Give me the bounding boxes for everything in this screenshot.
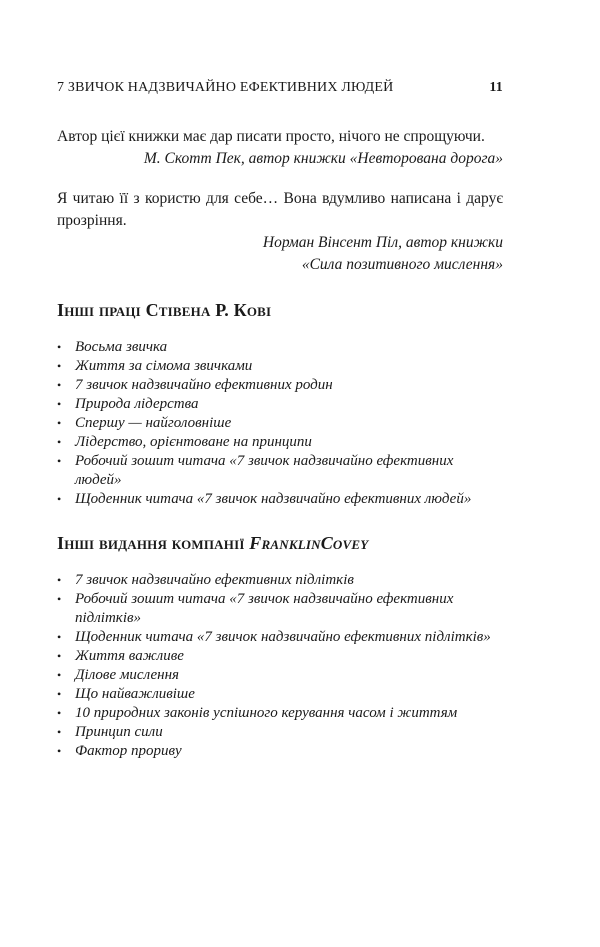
bullet: • xyxy=(57,725,62,739)
testimonial-text: Автор цієї книжки має дар писати просто, нічого не спрощуючи. xyxy=(57,128,485,145)
testimonial-attribution xyxy=(57,148,503,170)
list-item xyxy=(57,723,503,742)
list-item xyxy=(57,414,503,433)
list-item xyxy=(57,590,503,628)
book-title: Принцип сили xyxy=(75,724,163,740)
bullet: • xyxy=(57,630,62,644)
book-title: Восьма звичка xyxy=(75,339,168,355)
section-title-franklincovey xyxy=(57,531,503,555)
bullet: • xyxy=(57,687,62,701)
bullet: • xyxy=(57,744,62,758)
bullet: • xyxy=(57,416,62,430)
book-title: Що найважливіше xyxy=(75,686,195,702)
bullet: • xyxy=(57,492,62,506)
book-title: 7 звичок надзвичайно ефективних родин xyxy=(75,377,333,393)
running-header xyxy=(57,80,503,100)
list-item xyxy=(57,433,503,452)
page-content xyxy=(57,126,503,761)
bullet: • xyxy=(57,435,62,449)
bullet: • xyxy=(57,397,62,411)
book-title: 7 звичок надзвичайно ефективних підлітків xyxy=(75,572,354,588)
list-item xyxy=(57,395,503,414)
bullet: • xyxy=(57,592,62,606)
section-title-covey-works: Інші праці Стівена Р. Кові xyxy=(57,300,272,320)
page-number: 11 xyxy=(489,80,503,95)
book-title: Робочий зошит читача «7 звичок надзвичайно ефективних підлітків» xyxy=(75,591,454,626)
book-title: Природа лідерства xyxy=(75,396,199,412)
list-item xyxy=(57,357,503,376)
testimonial-1 xyxy=(57,126,503,170)
franklincovey-list xyxy=(57,571,503,761)
list-item xyxy=(57,628,503,647)
list-item xyxy=(57,452,503,490)
bullet: • xyxy=(57,706,62,720)
book-title: Щоденник читача «7 звичок надзвичайно ефективних людей» xyxy=(75,491,472,507)
list-item xyxy=(57,647,503,666)
testimonial-attribution xyxy=(57,232,503,276)
list-item xyxy=(57,704,503,723)
bullet: • xyxy=(57,340,62,354)
testimonial-text: Я читаю її з користю для себе… Вона вдумливо написана і дарує прозріння. xyxy=(57,190,503,229)
list-item xyxy=(57,685,503,704)
testimonial-2 xyxy=(57,188,503,276)
list-item xyxy=(57,571,503,590)
attribution-line: М. Скотт Пек, автор книжки «Невторована дорога» xyxy=(143,150,503,167)
book-title: 10 природних законів успішного керування часом і життям xyxy=(75,705,458,721)
running-title: 7 ЗВИЧОК НАДЗВИЧАЙНО ЕФЕКТИВНИХ ЛЮДЕЙ xyxy=(57,80,394,95)
list-item xyxy=(57,376,503,395)
book-title: Фактор прориву xyxy=(75,743,182,759)
bullet: • xyxy=(57,378,62,392)
covey-works-list xyxy=(57,338,503,509)
brand-name: FranklinCovey xyxy=(249,533,369,553)
book-title: Ділове мислення xyxy=(75,667,180,683)
list-item xyxy=(57,338,503,357)
bullet: • xyxy=(57,454,62,468)
attribution-line: «Сила позитивного мислення» xyxy=(301,256,503,273)
list-item xyxy=(57,490,503,509)
list-item xyxy=(57,666,503,685)
list-item xyxy=(57,742,503,761)
book-title: Щоденник читача «7 звичок надзвичайно ефективних підлітків» xyxy=(75,629,491,645)
attribution-line: Норман Вінсент Піл, автор книжки xyxy=(262,234,503,251)
bullet: • xyxy=(57,573,62,587)
book-title: Життя за сімома звичками xyxy=(75,358,253,374)
bullet: • xyxy=(57,649,62,663)
book-title: Життя важливе xyxy=(75,648,184,664)
book-title: Спершу — найголовніше xyxy=(75,415,232,431)
bullet: • xyxy=(57,668,62,682)
book-title: Лідерство, орієнтоване на принципи xyxy=(75,434,312,450)
bullet: • xyxy=(57,359,62,373)
section-title-prefix: Інші видання компанії xyxy=(57,533,250,553)
book-title: Робочий зошит читача «7 звичок надзвичайно ефективних людей» xyxy=(75,453,454,488)
